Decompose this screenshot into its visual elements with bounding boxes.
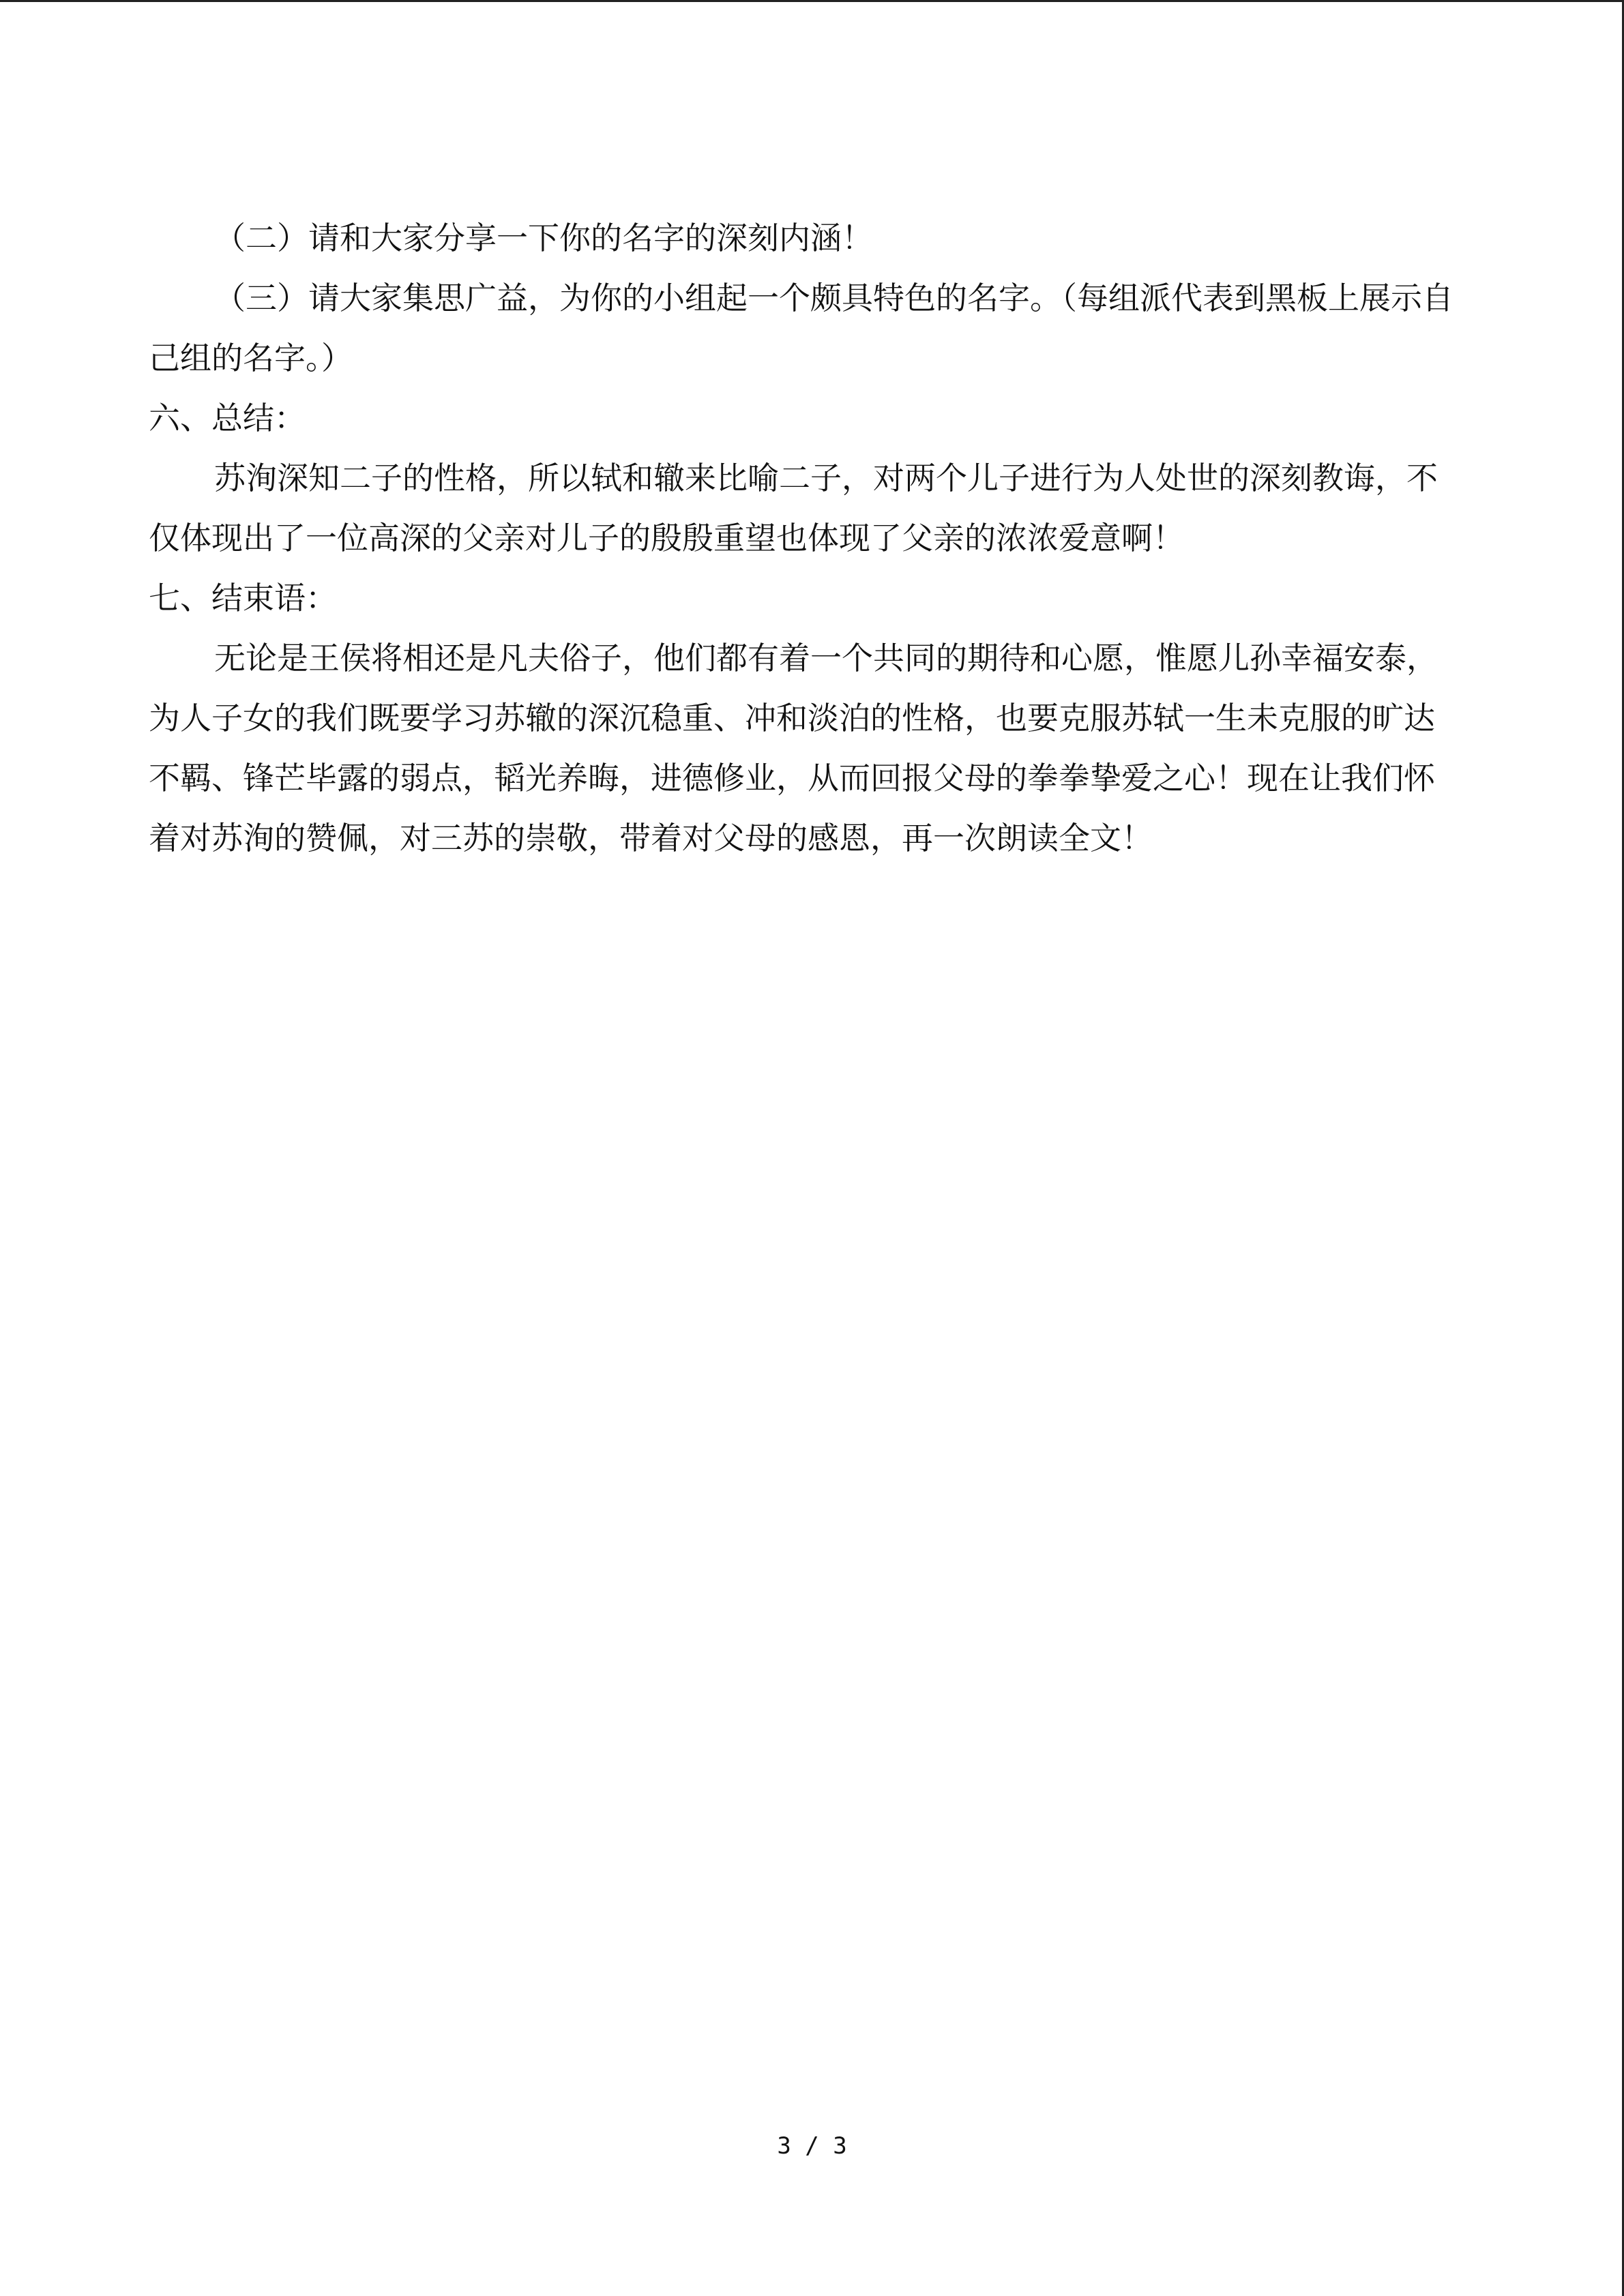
- paragraph-group-name: （三）请大家集思广益，为你的小组起一个颇具特色的名字。（每组派代表到黑板上展示自己组的名字。）: [149, 280, 1453, 376]
- heading-closing: 七、结束语：: [149, 580, 337, 616]
- paragraph-share-name-meaning: （二）请和大家分享一下你的名字的深刻内涵！: [214, 220, 873, 256]
- page-number: 3 / 3: [777, 2132, 847, 2160]
- paragraph-closing: 无论是王侯将相还是凡夫俗子，他们都有着一个共同的期待和心愿，惟愿儿孙幸福安泰，为人子女的我们既要学习苏辙的深沉稳重、冲和淡泊的性格，也要克服苏轼一生未克服的旷达不羁、锋芒毕露的弱点，韬光养晦，进德修业，从而回报父母的拳拳挚爱之心！现在让我们怀着对苏洵的赞佩，对三苏的崇敬，带着对父母的感恩，再一次朗读全文！: [149, 640, 1438, 856]
- paragraph-summary: 苏洵深知二子的性格，所以轼和辙来比喻二子，对两个儿子进行为人处世的深刻教诲，不仅体现出了一位高深的父亲对儿子的殷殷重望也体现了父亲的浓浓爱意啊！: [149, 460, 1438, 556]
- heading-summary: 六、总结：: [149, 400, 306, 436]
- document-body: [149, 208, 1458, 868]
